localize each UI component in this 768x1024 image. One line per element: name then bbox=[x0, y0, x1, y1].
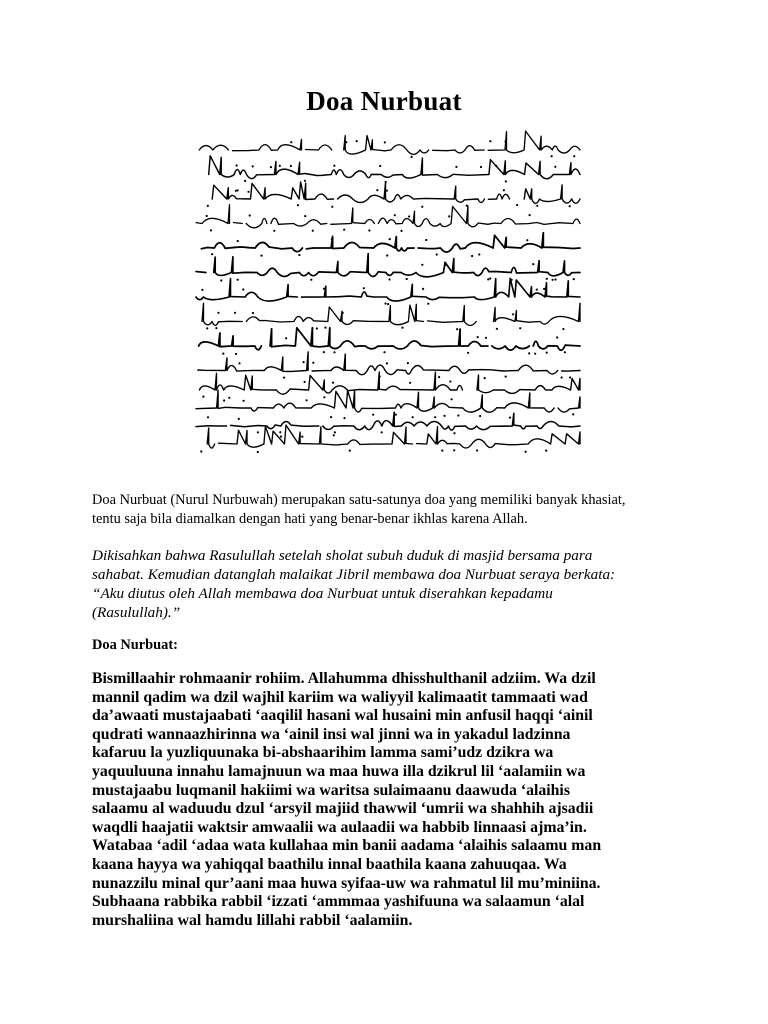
doa-text bbox=[92, 670, 672, 930]
page-title: Doa Nurbuat bbox=[306, 86, 462, 116]
doa-line: Bismillaahir rohmaanir rohiim. Allahumma dhisshulthanil adziim. Wa dzil bbox=[92, 670, 596, 687]
arabic-calligraphy-icon bbox=[188, 128, 588, 456]
doa-line: Watabaa ‘adil ‘adaa wata kullahaa min banii aadama ‘alaihis salaamu man bbox=[92, 837, 602, 855]
doa-line: kafaruu la yuzliquunaka bi-abshaarihim lamma sami’udz dzikra wa bbox=[92, 744, 554, 762]
intro-line: tentu saja bila diamalkan dengan hati yang benar-benar ikhlas karena Allah. bbox=[92, 511, 528, 527]
story-line: (Rasulullah).” bbox=[92, 604, 181, 621]
story-line: sahabat. Kemudian datanglah malaikat Jibril membawa doa Nurbuat seraya berkata: bbox=[92, 566, 616, 583]
intro-paragraph bbox=[92, 491, 722, 529]
doa-line: nunazzilu minal qur’aani maa huwa syifaa-uw wa rahmatul lil mu’miniina. bbox=[92, 874, 601, 892]
story-line: Dikisahkan bahwa Rasulullah setelah sholat subuh duduk di masjid bersama para bbox=[92, 547, 593, 564]
doa-line: kaana hayya wa yahiqqal baathilu innal baathila kaana zahuuqaa. Wa bbox=[92, 855, 567, 873]
doa-line: Subhaana rabbika rabbil ‘izzati ‘ammmaa yashifuuna wa salaamun ‘alal bbox=[92, 893, 585, 911]
doa-line: salaamu al waduudu dzul ‘arsyil majiid thawwil ‘umrii wa shahhih ajsadii bbox=[92, 800, 594, 818]
arabic-calligraphy-image bbox=[188, 128, 588, 456]
story-paragraph bbox=[92, 546, 732, 622]
story-line: “Aku diutus oleh Allah membawa doa Nurbuat untuk diserahkan kepadamu bbox=[92, 585, 553, 602]
doa-line: waqdli haajatii waktsir amwaalii wa aulaadii wa habbib linnaasi ajma’in. bbox=[92, 818, 587, 836]
doa-subheading: Doa Nurbuat: bbox=[92, 637, 178, 653]
doa-line: mannil qadim wa dzil wajhil kariim wa waliyyil kalimaatit tammaati wad bbox=[92, 688, 588, 706]
doa-line: murshaliina wal hamdu lillahi rabbil ‘aalamiin. bbox=[92, 911, 413, 929]
doa-line: mustajaabu luqmanil hakiimi wa waritsa sulaimaanu daawuda ‘alaihis bbox=[92, 781, 570, 799]
doa-line: qudrati wannaazhirinna wa ‘ainil insi wal jinni wa in yakadul ladzinna bbox=[92, 725, 571, 743]
intro-line: Doa Nurbuat (Nurul Nurbuwah) merupakan satu-satunya doa yang memiliki banyak khasiat, bbox=[92, 492, 626, 508]
doa-line: da’awaati mustajaabati ‘aaqilil hasani wal husaini min anfusil haqqi ‘ainil bbox=[92, 707, 593, 725]
doa-line: yaquuluuna innahu lamajnuun wa maa huwa illa dzikrul lil ‘aalamiin wa bbox=[92, 762, 586, 780]
